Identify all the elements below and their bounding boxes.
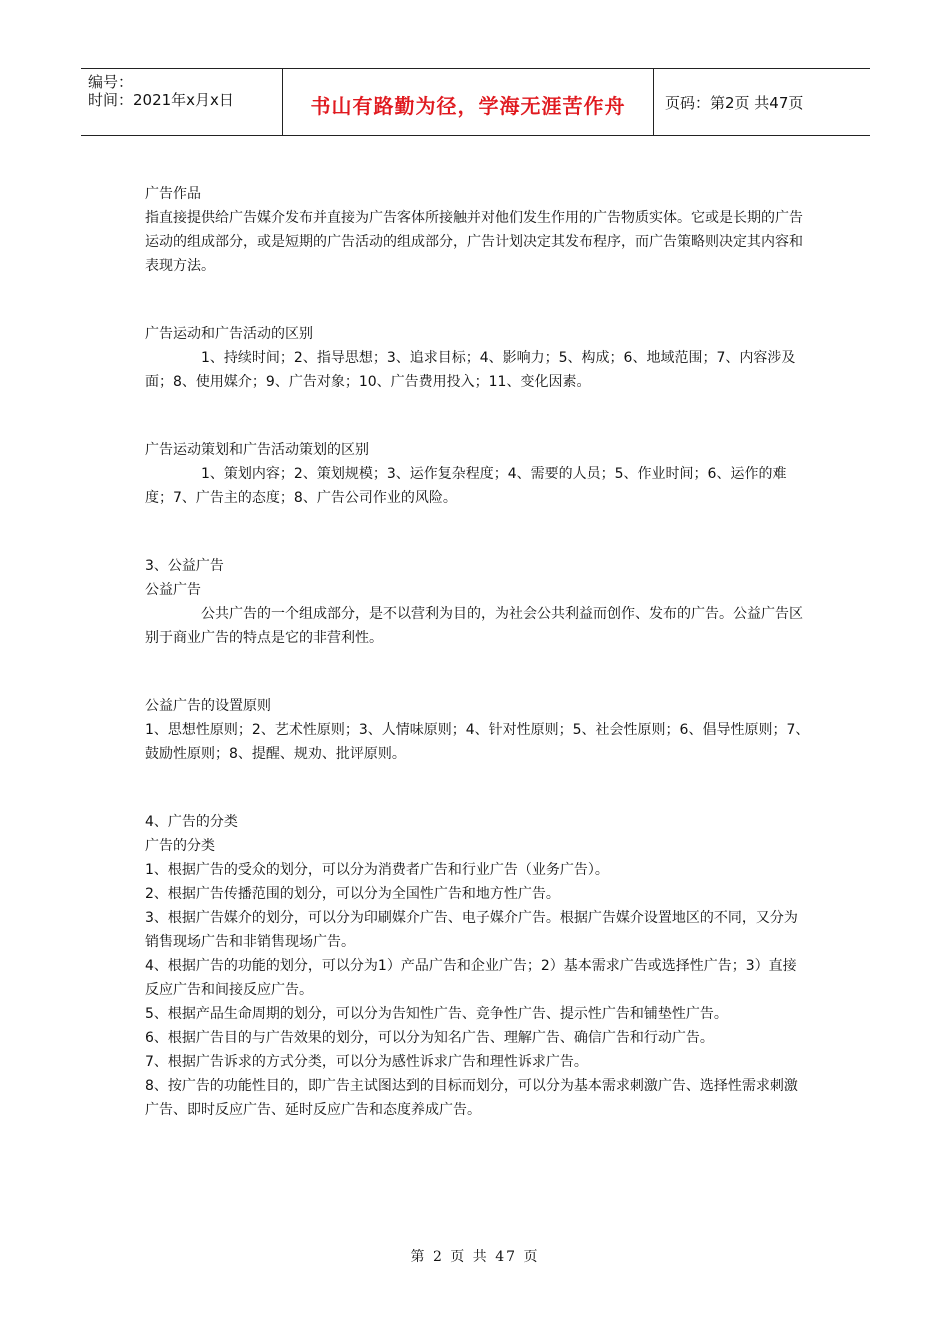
- page-footer: 第 2 页 共 47 页: [410, 1249, 540, 1265]
- paragraph: 指直接提供给广告媒介发布并直接为广告客体所接触并对他们发生作用的广告物质实体。它或是长期的广告运动的组成部分，或是短期的广告活动的组成部分，广告计划决定其发布程序，而广告策略则决定其内容和表现方法。: [145, 210, 803, 274]
- section-title: 广告作品: [145, 186, 201, 202]
- time-label: 时间：2021年x月x日: [88, 91, 234, 109]
- header-page-cell: [654, 69, 870, 135]
- list-item: 6、根据广告目的与广告效果的划分，可以分为知名广告、理解广告、确信广告和行动广告。: [145, 1030, 714, 1046]
- header-motto-cell: [283, 69, 654, 135]
- document-body: [145, 182, 810, 1122]
- list-item: 3、根据广告媒介的划分，可以分为印刷媒介广告、电子媒介广告。根据广告媒介设置地区的不同，又分为销售现场广告和非销售现场广告。: [145, 910, 798, 950]
- list-item: 2、根据广告传播范围的划分，可以分为全国性广告和地方性广告。: [145, 886, 560, 902]
- section-title: 4、广告的分类: [145, 814, 238, 830]
- section-title: 广告运动和广告活动的区别: [145, 326, 313, 342]
- list-item: 8、按广告的功能性目的，即广告主试图达到的目标而划分，可以分为基本需求刺激广告、选择性需求刺激广告、即时反应广告、延时反应广告和态度养成广告。: [145, 1078, 798, 1118]
- list-item: 1、根据广告的受众的划分，可以分为消费者广告和行业广告（业务广告）。: [145, 862, 609, 878]
- paragraph: 1、思想性原则；2、艺术性原则；3、人情味原则；4、针对性原则；5、社会性原则；6、倡导性原则；7、鼓励性原则；8、提醒、规劝、批评原则。: [145, 722, 810, 762]
- section-title: 广告运动策划和广告活动策划的区别: [145, 442, 369, 458]
- number-label: 编号：: [88, 73, 134, 91]
- page-info: 页码：第2页 共47页: [665, 93, 804, 112]
- list-item: 4、根据广告的功能的划分，可以分为1）产品广告和企业广告；2）基本需求广告或选择性广告；3）直接反应广告和间接反应广告。: [145, 958, 797, 998]
- section-subtitle: 公益广告: [145, 582, 201, 598]
- paragraph: 1、策划内容；2、策划规模；3、运作复杂程度；4、需要的人员；5、作业时间；6、运作的难度；7、广告主的态度；8、广告公司作业的风险。: [145, 466, 787, 506]
- section-title: 3、公益广告: [145, 558, 224, 574]
- list-item: 7、根据广告诉求的方式分类，可以分为感性诉求广告和理性诉求广告。: [145, 1054, 588, 1070]
- header-meta-cell: [81, 69, 283, 135]
- paragraph: 公共广告的一个组成部分，是不以营利为目的，为社会公共利益而创作、发布的广告。公益广告区别于商业广告的特点是它的非营利性。: [145, 606, 803, 646]
- list-item: 5、根据产品生命周期的划分，可以分为告知性广告、竞争性广告、提示性广告和铺垫性广告。: [145, 1006, 728, 1022]
- motto-text: 书山有路勤为径，学海无涯苦作舟: [310, 93, 626, 118]
- section-title: 公益广告的设置原则: [145, 698, 271, 714]
- section-subtitle: 广告的分类: [145, 838, 215, 854]
- paragraph: 1、持续时间；2、指导思想；3、追求目标；4、影响力；5、构成；6、地域范围；7、内容涉及面；8、使用媒介；9、广告对象；10、广告费用投入；11、变化因素。: [145, 350, 796, 390]
- document-header: [81, 68, 870, 136]
